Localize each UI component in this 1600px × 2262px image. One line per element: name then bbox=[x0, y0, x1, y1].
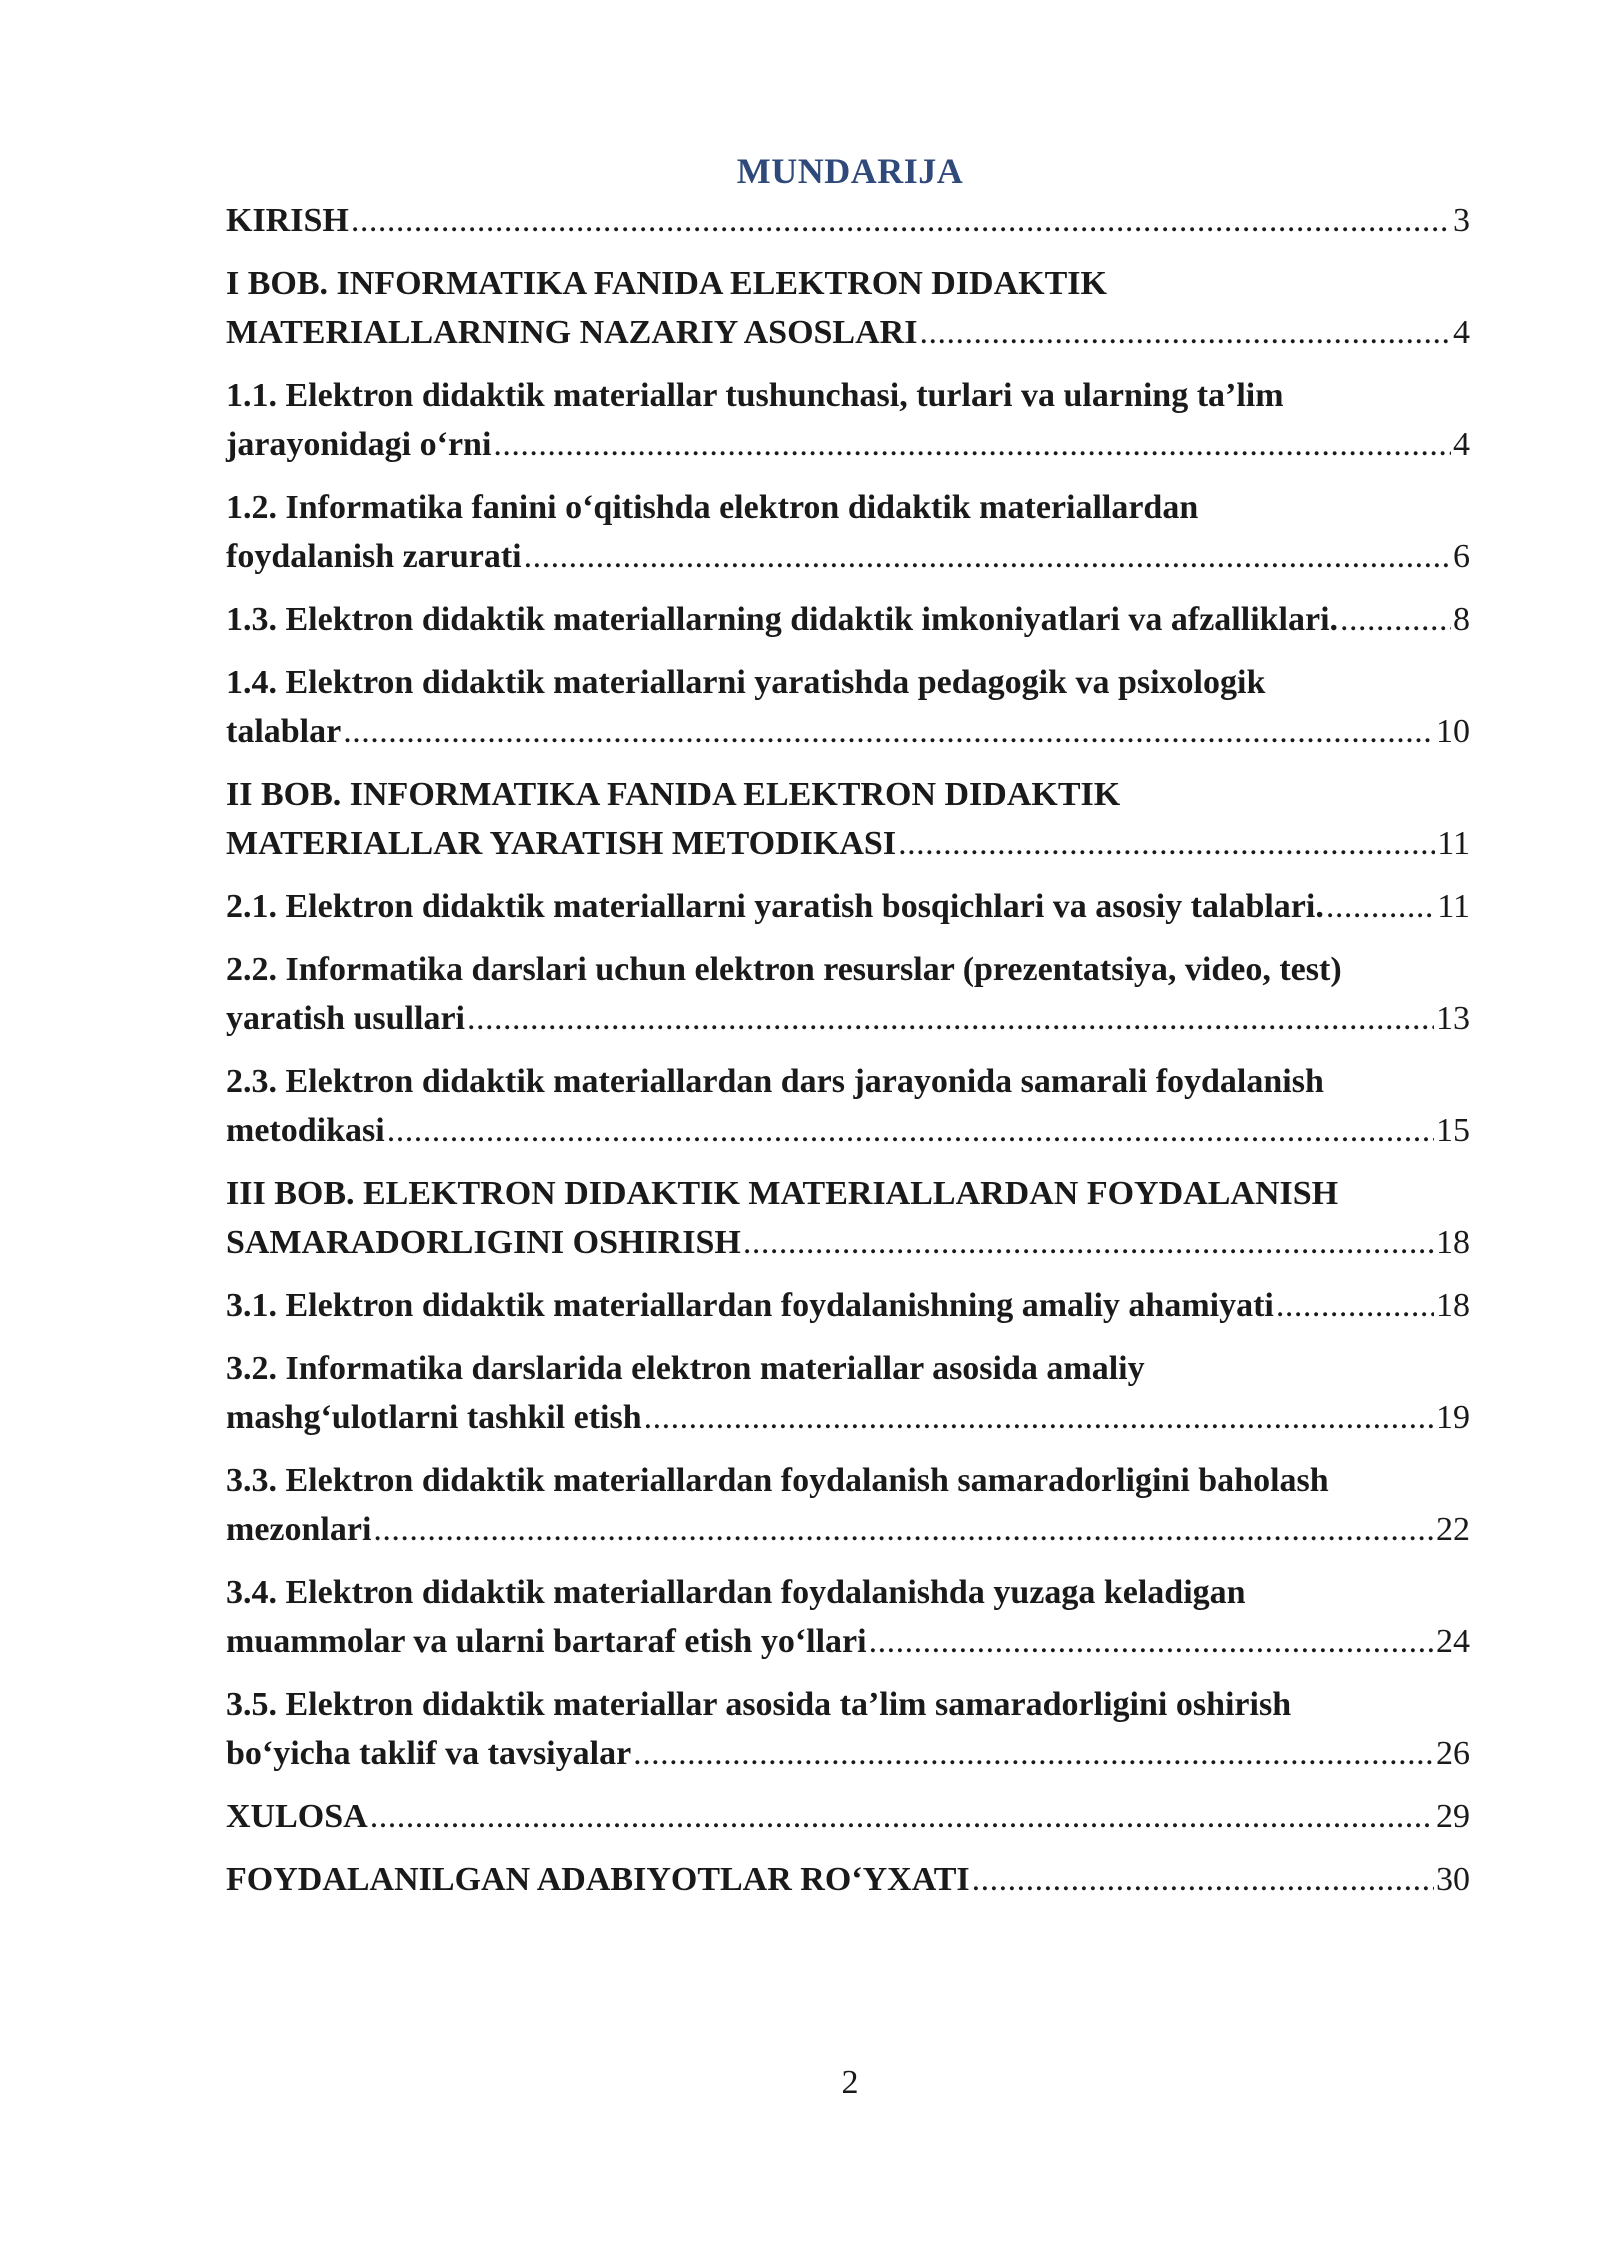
dot-leader bbox=[467, 994, 1434, 1043]
toc-entry-text-line: 3.3. Elektron didaktik materiallardan foydalanish samaradorligini baholash bbox=[226, 1462, 1329, 1499]
toc-page-number: 8 bbox=[1453, 601, 1470, 638]
toc-entry-text-line: 1.1. Elektron didaktik materiallar tushunchasi, turlari va ularning ta’lim bbox=[226, 377, 1284, 414]
toc-page-number: 24 bbox=[1436, 1623, 1470, 1660]
toc-entry-text-line: I BOB. INFORMATIKA FANIDA ELEKTRON DIDAKTIK bbox=[226, 265, 1107, 302]
toc-entry[interactable] bbox=[226, 1792, 1470, 1841]
toc-page-number: 29 bbox=[1436, 1798, 1470, 1835]
toc-entry-last-line bbox=[226, 1281, 1470, 1330]
toc-page-number: 19 bbox=[1436, 1399, 1470, 1436]
toc-entry-text-line: 3.2. Informatika darslarida elektron materiallar asosida amaliy bbox=[226, 1350, 1145, 1387]
toc-entry-text-line: 2.2. Informatika darslari uchun elektron resurslar (prezentatsiya, video, test) bbox=[226, 951, 1342, 988]
toc-entry-text-line: muammolar va ularni bartaraf etish yo‘llari bbox=[226, 1623, 867, 1660]
dot-leader bbox=[373, 1505, 1434, 1554]
toc-entry-last-line bbox=[226, 1792, 1470, 1841]
dot-leader bbox=[972, 1855, 1434, 1904]
toc-title: MUNDARIJA bbox=[736, 151, 964, 191]
toc-entry-text-line: MATERIALLAR YARATISH METODIKASI bbox=[226, 825, 897, 862]
toc-entry-last-line bbox=[226, 1617, 1470, 1666]
toc-page-number: 4 bbox=[1453, 314, 1470, 351]
toc-entry-text-line: III BOB. ELEKTRON DIDAKTIK MATERIALLARDAN FOYDALANISH bbox=[226, 1175, 1339, 1212]
toc-entry-last-line bbox=[226, 420, 1470, 469]
toc-entry-text-line: SAMARADORLIGINI OSHIRISH bbox=[226, 1224, 741, 1261]
dot-leader bbox=[1326, 882, 1435, 931]
dot-leader bbox=[370, 1792, 1434, 1841]
toc-entry[interactable] bbox=[226, 1568, 1470, 1666]
dot-leader bbox=[743, 1218, 1434, 1267]
toc-entry-text-line: 1.3. Elektron didaktik materiallarning didaktik imkoniyatlari va afzalliklari. bbox=[226, 601, 1339, 638]
dot-leader bbox=[644, 1393, 1434, 1442]
toc-entry-last-line bbox=[226, 994, 1470, 1043]
toc-page-number: 4 bbox=[1453, 426, 1470, 463]
toc-page-number: 11 bbox=[1437, 825, 1470, 862]
toc-entry-last-line bbox=[226, 1855, 1470, 1904]
toc-entry[interactable] bbox=[226, 658, 1470, 756]
toc-entry[interactable] bbox=[226, 259, 1470, 357]
toc-page-number: 13 bbox=[1436, 1000, 1470, 1037]
toc-entry-text-line: jarayonidagi o‘rni bbox=[226, 426, 492, 463]
toc-entry[interactable] bbox=[226, 196, 1470, 245]
toc-entry[interactable] bbox=[226, 371, 1470, 469]
toc-entry-last-line bbox=[226, 707, 1470, 756]
toc-entry-last-line bbox=[226, 1106, 1470, 1155]
toc-entry-last-line bbox=[226, 1218, 1470, 1267]
dot-leader bbox=[1340, 595, 1451, 644]
page-number: 2 bbox=[841, 2064, 859, 2101]
toc-entry[interactable] bbox=[226, 1057, 1470, 1155]
toc-page-number: 11 bbox=[1437, 888, 1470, 925]
toc-entry-text-line: 3.4. Elektron didaktik materiallardan foydalanishda yuzaga keladigan bbox=[226, 1574, 1246, 1611]
toc-page-number: 6 bbox=[1453, 538, 1470, 575]
toc-entry-text-line: MATERIALLARNING NAZARIY ASOSLARI bbox=[226, 314, 918, 351]
toc-entry-text-line: 2.3. Elektron didaktik materiallardan dars jarayonida samarali foydalanish bbox=[226, 1063, 1324, 1100]
dot-leader bbox=[524, 532, 1451, 581]
dot-leader bbox=[919, 308, 1451, 357]
toc-entry[interactable] bbox=[226, 945, 1470, 1043]
toc-entry[interactable] bbox=[226, 1169, 1470, 1267]
toc-page-number: 26 bbox=[1436, 1735, 1470, 1772]
dot-leader bbox=[387, 1106, 1434, 1155]
toc-page-number: 30 bbox=[1436, 1861, 1470, 1898]
toc-entry-text-line: KIRISH bbox=[226, 202, 349, 239]
table-of-contents bbox=[226, 196, 1470, 1918]
toc-page-number: 22 bbox=[1436, 1511, 1470, 1548]
toc-entry-text-line: foydalanish zarurati bbox=[226, 538, 522, 575]
toc-entry-text-line: 1.2. Informatika fanini o‘qitishda elektron didaktik materiallardan bbox=[226, 489, 1199, 526]
toc-entry-last-line bbox=[226, 819, 1470, 868]
toc-entry[interactable] bbox=[226, 770, 1470, 868]
toc-entry[interactable] bbox=[226, 1855, 1470, 1904]
dot-leader bbox=[493, 420, 1451, 469]
toc-entry[interactable] bbox=[226, 1680, 1470, 1778]
toc-entry-text-line: 3.1. Elektron didaktik materiallardan foydalanishning amaliy ahamiyati bbox=[226, 1287, 1274, 1324]
toc-entry-text-line: metodikasi bbox=[226, 1112, 385, 1149]
dot-leader bbox=[633, 1729, 1434, 1778]
toc-entry[interactable] bbox=[226, 1456, 1470, 1554]
toc-page-number: 18 bbox=[1436, 1224, 1470, 1261]
toc-entry-text-line: 1.4. Elektron didaktik materiallarni yaratishda pedagogik va psixologik bbox=[226, 664, 1266, 701]
toc-entry[interactable] bbox=[226, 483, 1470, 581]
toc-entry[interactable] bbox=[226, 1344, 1470, 1442]
toc-page-number: 18 bbox=[1436, 1287, 1470, 1324]
toc-entry-last-line bbox=[226, 1505, 1470, 1554]
toc-entry-text-line: II BOB. INFORMATIKA FANIDA ELEKTRON DIDAKTIK bbox=[226, 776, 1121, 813]
toc-page-number: 15 bbox=[1436, 1112, 1470, 1149]
dot-leader bbox=[898, 819, 1435, 868]
toc-entry-text-line: 2.1. Elektron didaktik materiallarni yaratish bosqichlari va asosiy talablari. bbox=[226, 888, 1324, 925]
toc-entry-last-line bbox=[226, 595, 1470, 644]
toc-entry-last-line bbox=[226, 196, 1470, 245]
toc-entry-last-line bbox=[226, 882, 1470, 931]
toc-entry-text-line: bo‘yicha taklif va tavsiyalar bbox=[226, 1735, 632, 1772]
toc-entry-text-line: 3.5. Elektron didaktik materiallar asosida ta’lim samaradorligini oshirish bbox=[226, 1686, 1292, 1723]
toc-entry[interactable] bbox=[226, 595, 1470, 644]
toc-entry-last-line bbox=[226, 1393, 1470, 1442]
dot-leader bbox=[1276, 1281, 1434, 1330]
toc-entry-last-line bbox=[226, 532, 1470, 581]
toc-entry-text-line: yaratish usullari bbox=[226, 1000, 465, 1037]
toc-entry[interactable] bbox=[226, 882, 1470, 931]
toc-page-number: 3 bbox=[1453, 202, 1470, 239]
toc-page-number: 10 bbox=[1436, 713, 1470, 750]
toc-entry-text-line: XULOSA bbox=[226, 1798, 368, 1835]
toc-entry-text-line: FOYDALANILGAN ADABIYOTLAR RO‘YXATI bbox=[226, 1861, 970, 1898]
toc-entry-text-line: talablar bbox=[226, 713, 342, 750]
toc-entry[interactable] bbox=[226, 1281, 1470, 1330]
dot-leader bbox=[869, 1617, 1434, 1666]
toc-entry-text-line: mezonlari bbox=[226, 1511, 372, 1548]
toc-entry-text-line: mashg‘ulotlarni tashkil etish bbox=[226, 1399, 642, 1436]
dot-leader bbox=[343, 707, 1434, 756]
dot-leader bbox=[351, 196, 1451, 245]
toc-entry-last-line bbox=[226, 1729, 1470, 1778]
toc-entry-last-line bbox=[226, 308, 1470, 357]
